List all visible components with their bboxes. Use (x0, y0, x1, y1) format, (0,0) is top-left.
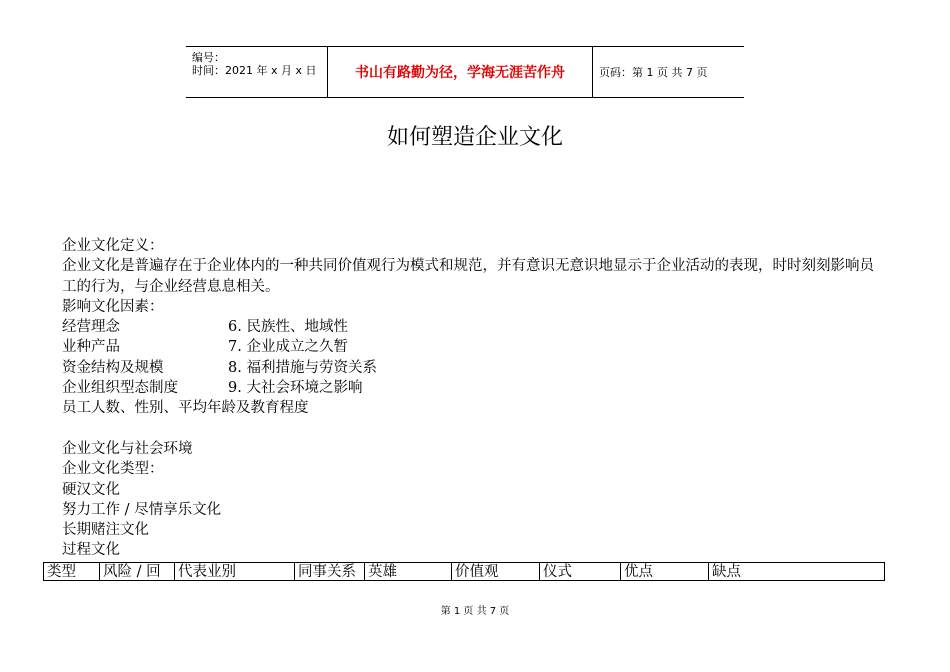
page-footer: 第 1 页 共 7 页 (440, 606, 510, 617)
type-item: 硬汉文化 (62, 481, 120, 498)
factor-left: 经营理念 (62, 319, 120, 336)
env-heading: 企业文化与社会环境 (62, 440, 193, 457)
factors-heading: 影响文化因素： (62, 298, 164, 315)
table-header-cell: 风险 / 回 (100, 563, 175, 580)
type-item: 过程文化 (62, 542, 120, 559)
page-info: 页码：第 1 页 共 7 页 (599, 66, 708, 79)
factor-row (62, 317, 882, 337)
table-header-cell: 缺点 (712, 564, 741, 580)
time-label: 时间：2021 年 x 月 x 日 (192, 64, 317, 77)
type-item: 努力工作 / 尽情享乐文化 (62, 501, 222, 518)
table-header-cell: 价值观 (452, 563, 540, 580)
document-title: 如何塑造企业文化 (386, 125, 563, 150)
definition-heading: 企业文化定义： (62, 238, 164, 254)
document-body (62, 236, 882, 561)
blank-line (62, 419, 882, 439)
table-header-cell: 仪式 (540, 563, 621, 580)
factor-row (62, 378, 882, 398)
factor-right: 7. 企业成立之久暂 (228, 339, 348, 356)
definition-text: 企业文化是普遍存在于企业体内的一种共同价值观行为模式和规范，并有意识无意识地显示于企业活动的表现，时时刻刻影响员工的行为，与企业经营息息相关。 (62, 258, 874, 295)
factor-right: 6. 民族性、地域性 (228, 319, 348, 336)
type-item: 长期赌注文化 (62, 522, 149, 539)
table-header-cell: 优点 (621, 563, 709, 580)
number-label: 编号： (192, 51, 225, 64)
factor-right: 8. 福利措施与劳资关系 (228, 359, 377, 376)
document-header (186, 46, 744, 98)
header-motto-cell (328, 47, 593, 97)
header-meta-cell (186, 47, 328, 97)
factor-row (62, 358, 882, 378)
table-header-cell: 同事关系 (295, 563, 365, 580)
factor-left: 资金结构及规模 (62, 359, 164, 376)
table-header-cell: 英雄 (365, 563, 452, 580)
table-header-cell: 代表业别 (175, 563, 295, 580)
header-page-cell (593, 47, 744, 97)
culture-type-table (43, 562, 885, 581)
factor-right: 9. 大社会环境之影响 (228, 380, 363, 397)
factor-row (62, 337, 882, 357)
table-header-cell: 类型 (44, 563, 100, 580)
factor-left: 企业组织型态制度 (62, 380, 178, 397)
motto: 书山有路勤为径，学海无涯苦作舟 (355, 65, 565, 81)
factor-last: 员工人数、性别、平均年龄及教育程度 (62, 400, 309, 417)
factor-left: 业种产品 (62, 339, 120, 356)
types-heading: 企业文化类型： (62, 461, 164, 478)
